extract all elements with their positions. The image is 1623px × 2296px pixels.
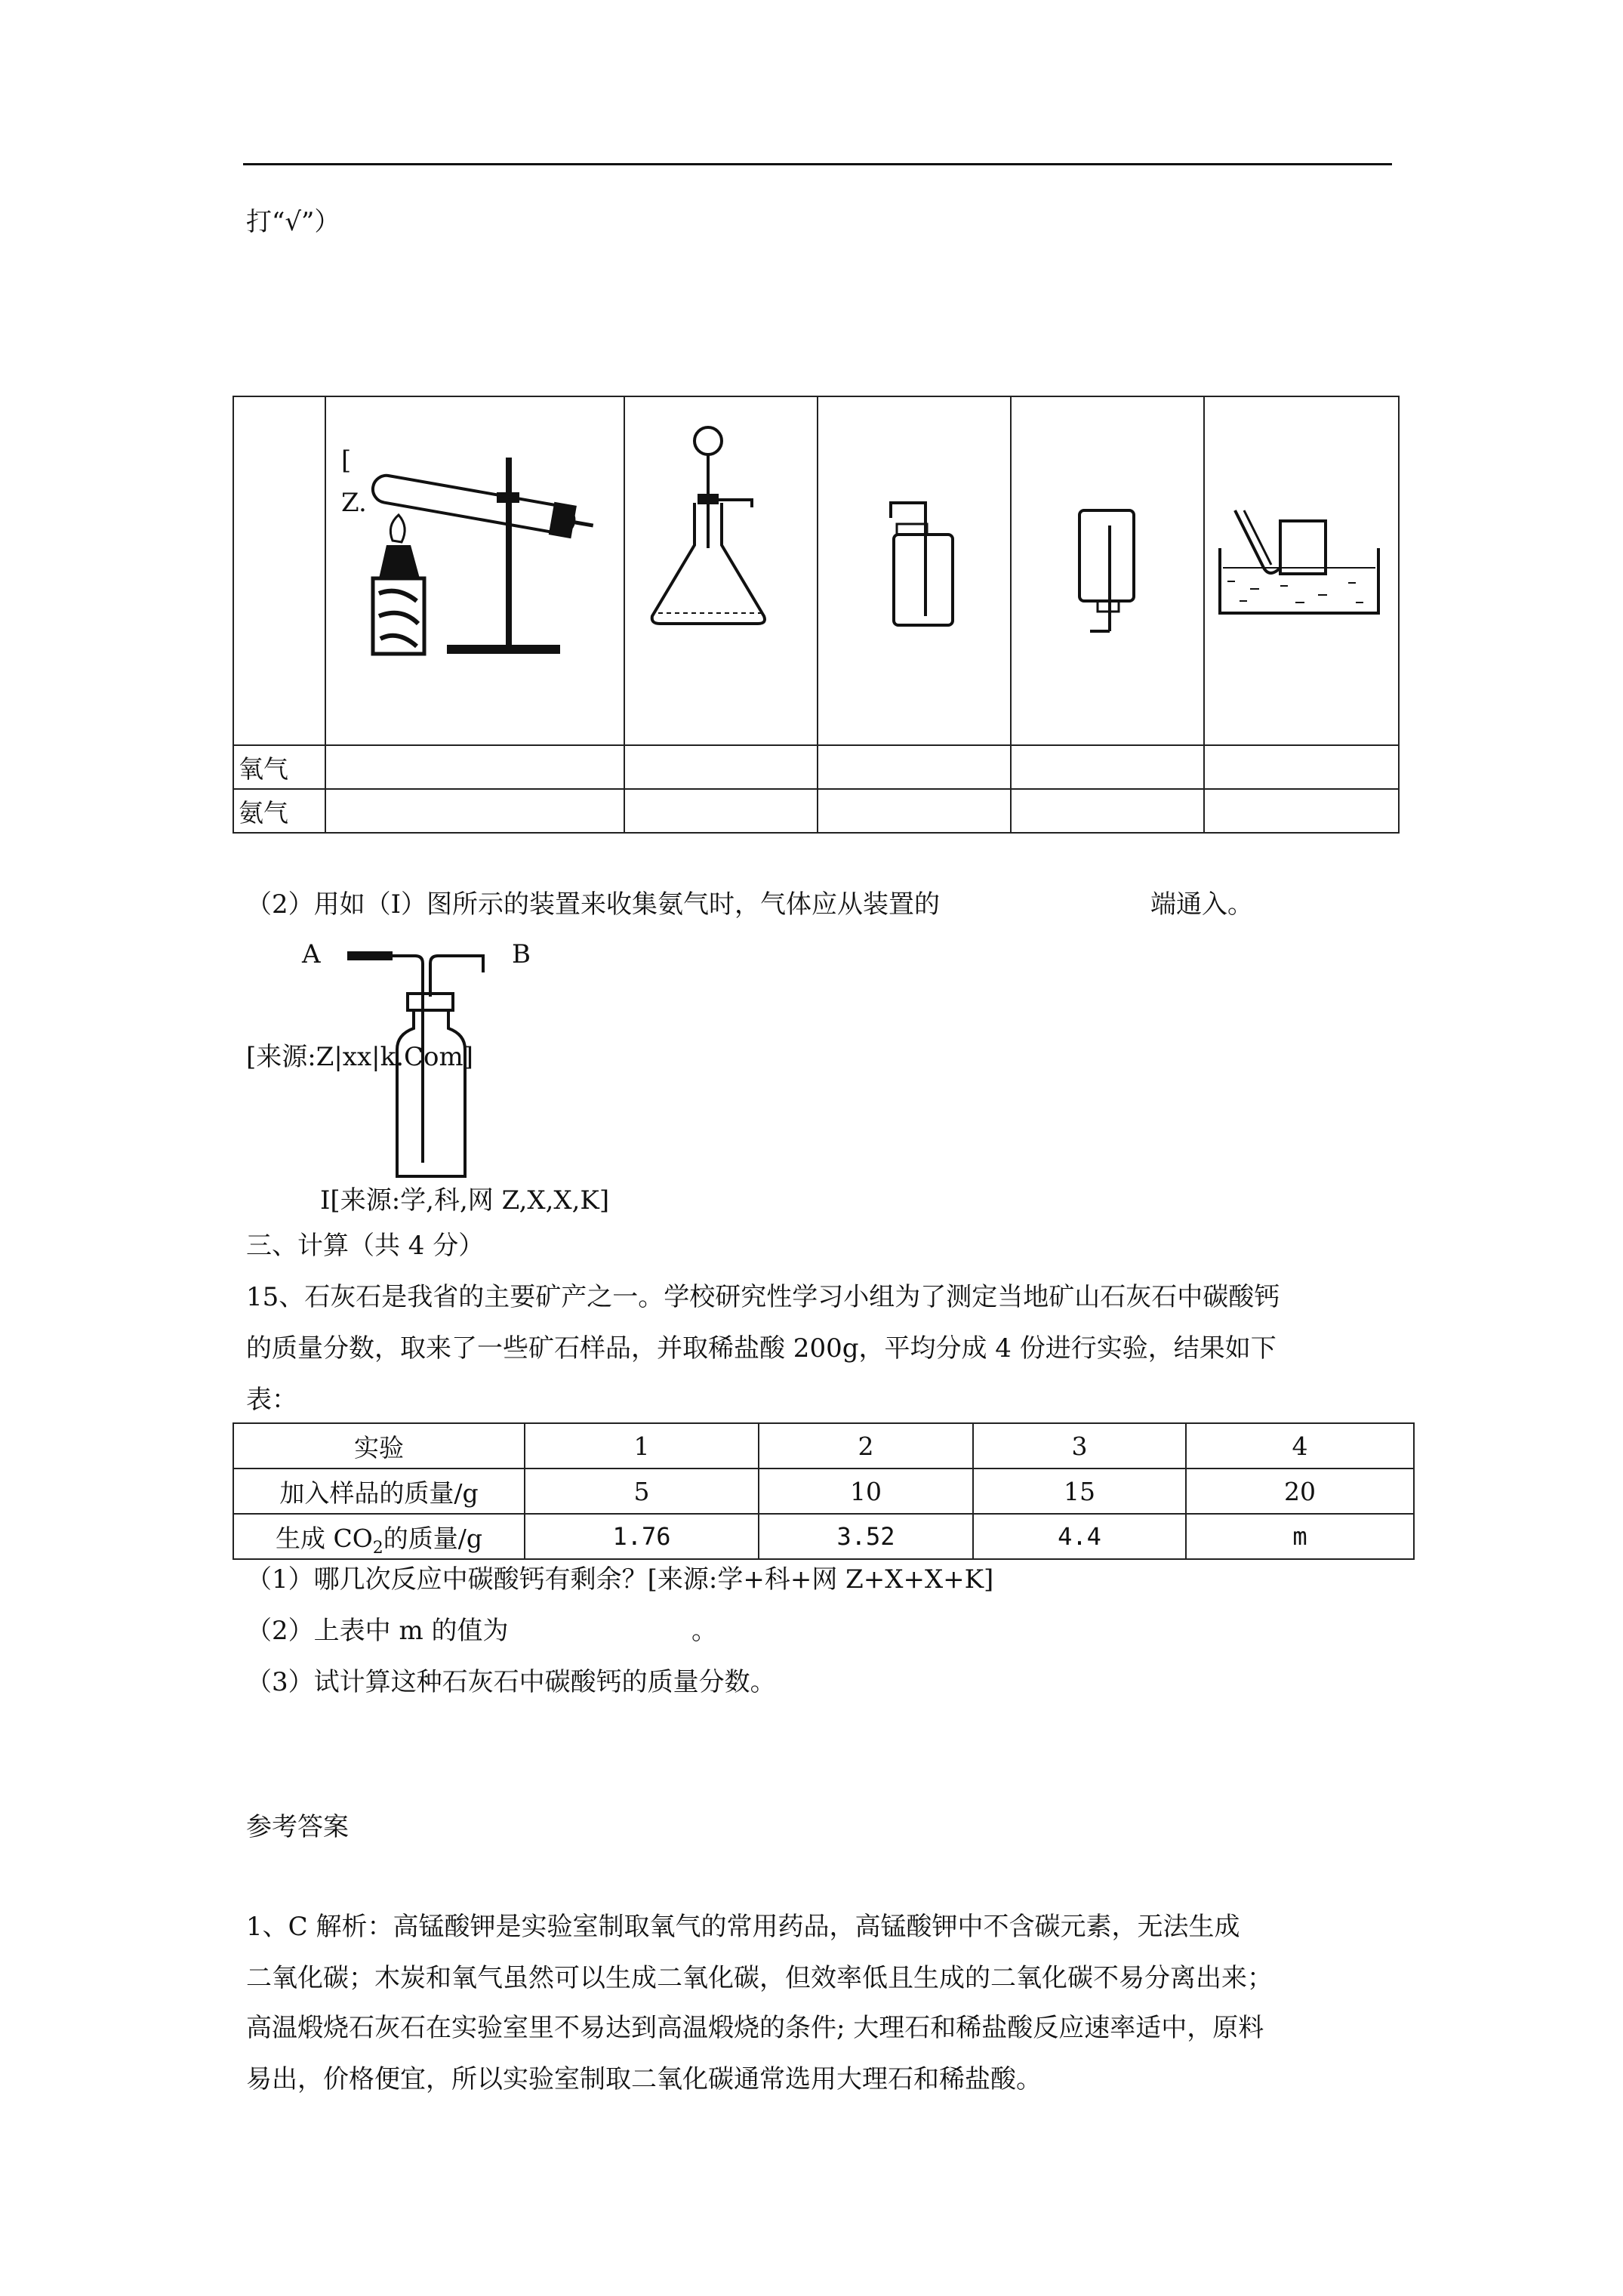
check-cell[interactable] bbox=[325, 789, 624, 833]
q2-suffix: 端通入。 bbox=[1150, 889, 1253, 920]
table-cell: 5 bbox=[525, 1469, 759, 1514]
row-label-ammonia: 氨气 bbox=[233, 789, 325, 833]
q2-prefix: （2）用如（I）图所示的装置来收集氨气时，气体应从装置的 bbox=[246, 889, 941, 920]
answer-1-line-2: 二氧化碳；木炭和氧气虽然可以生成二氧化碳，但效率低且生成的二氧化碳不易分离出来； bbox=[246, 1963, 1273, 1993]
answers-heading: 参考答案 bbox=[246, 1812, 349, 1842]
conical-flask-icon bbox=[625, 397, 817, 744]
check-cell[interactable] bbox=[1011, 789, 1204, 833]
apparatus-flask bbox=[624, 396, 818, 745]
check-cell[interactable] bbox=[325, 745, 624, 789]
header-cell: 实验 bbox=[233, 1423, 525, 1469]
table-cell: 3.52 bbox=[759, 1514, 973, 1559]
header-cell: 1 bbox=[525, 1423, 759, 1469]
table-cell: 10 bbox=[759, 1469, 973, 1514]
gas-bottle-upward-icon bbox=[818, 397, 1010, 744]
results-mass-row bbox=[233, 1469, 1414, 1514]
check-cell[interactable] bbox=[1204, 789, 1399, 833]
apparatus-collect-down bbox=[1011, 396, 1204, 745]
gas-bottle-downward-icon bbox=[1012, 397, 1203, 744]
apparatus-row-oxygen bbox=[233, 745, 1399, 789]
sub-question-2-suffix: 。 bbox=[691, 1616, 717, 1646]
check-cell[interactable] bbox=[624, 745, 818, 789]
row-label-co2 bbox=[233, 1514, 525, 1559]
intro-text: 打“√”） bbox=[246, 207, 340, 237]
figure-caption: I[来源:学,科,网 Z,X,X,K] bbox=[320, 1185, 610, 1216]
apparatus-row-ammonia bbox=[233, 789, 1399, 833]
results-table bbox=[233, 1422, 1415, 1560]
header-cell: 4 bbox=[1186, 1423, 1414, 1469]
water-trough-icon bbox=[1205, 397, 1398, 744]
co2-label-sub: 2 bbox=[372, 1538, 383, 1558]
apparatus-heating bbox=[325, 396, 624, 745]
results-co2-row bbox=[233, 1514, 1414, 1559]
apparatus-corner-cell bbox=[233, 396, 325, 745]
sub-question-3: （3）试计算这种石灰石中碳酸钙的质量分数。 bbox=[246, 1667, 776, 1697]
q15-line-3: 表： bbox=[246, 1385, 297, 1415]
table-cell: 1.76 bbox=[525, 1514, 759, 1559]
check-cell[interactable] bbox=[624, 789, 818, 833]
apparatus-water-displacement bbox=[1204, 396, 1399, 745]
row-label-oxygen: 氧气 bbox=[233, 745, 325, 789]
label-a: A bbox=[302, 939, 321, 969]
header-cell: 2 bbox=[759, 1423, 973, 1469]
apparatus-collect-up bbox=[818, 396, 1011, 745]
label-b: B bbox=[512, 939, 531, 969]
answer-1-line-4: 易出，价格便宜，所以实验室制取二氧化碳通常选用大理石和稀盐酸。 bbox=[246, 2064, 1042, 2094]
sub-question-2-prefix: （2）上表中 m 的值为 bbox=[246, 1616, 509, 1646]
co2-label-pre: 生成 CO bbox=[275, 1523, 373, 1553]
q15-line-2: 的质量分数，取来了一些矿石样品，并取稀盐酸 200g，平均分成 4 份进行实验，结果如下 bbox=[246, 1333, 1277, 1364]
check-cell[interactable] bbox=[818, 789, 1011, 833]
source-note-1: [来源:Z|xx|k.Com] bbox=[246, 1042, 474, 1072]
header-cell: 3 bbox=[973, 1423, 1186, 1469]
overlay-text-2: Z. bbox=[341, 488, 367, 518]
sub-question-1: （1）哪几次反应中碳酸钙有剩余？[来源:学+科+网 Z+X+X+K] bbox=[246, 1564, 994, 1595]
answer-1-line-3: 高温煅烧石灰石在实验室里不易达到高温煅烧的条件; 大理石和稀盐酸反应速率适中，原料 bbox=[246, 2013, 1264, 2043]
q15-line-1: 15、石灰石是我省的主要矿产之一。学校研究性学习小组为了测定当地矿山石灰石中碳酸钙 bbox=[246, 1282, 1280, 1312]
overlay-text-1: [ bbox=[341, 445, 352, 476]
check-cell[interactable] bbox=[1011, 745, 1204, 789]
table-cell: m bbox=[1186, 1514, 1414, 1559]
row-label: 加入样品的质量/g bbox=[233, 1469, 525, 1514]
co2-label-post: 的质量/g bbox=[383, 1523, 483, 1553]
check-cell[interactable] bbox=[818, 745, 1011, 789]
apparatus-table bbox=[233, 396, 1400, 834]
heating-apparatus-icon bbox=[326, 397, 624, 744]
table-cell: 20 bbox=[1186, 1469, 1414, 1514]
table-cell: 4.4 bbox=[973, 1514, 1186, 1559]
answer-1-line-1: 1、C 解析：高锰酸钾是实验室制取氧气的常用药品，高锰酸钾中不含碳元素，无法生成 bbox=[246, 1912, 1240, 1942]
table-cell: 15 bbox=[973, 1469, 1186, 1514]
header-rule bbox=[243, 163, 1392, 165]
check-cell[interactable] bbox=[1204, 745, 1399, 789]
results-header-row bbox=[233, 1423, 1414, 1469]
section3-heading: 三、计算（共 4 分） bbox=[246, 1231, 485, 1261]
